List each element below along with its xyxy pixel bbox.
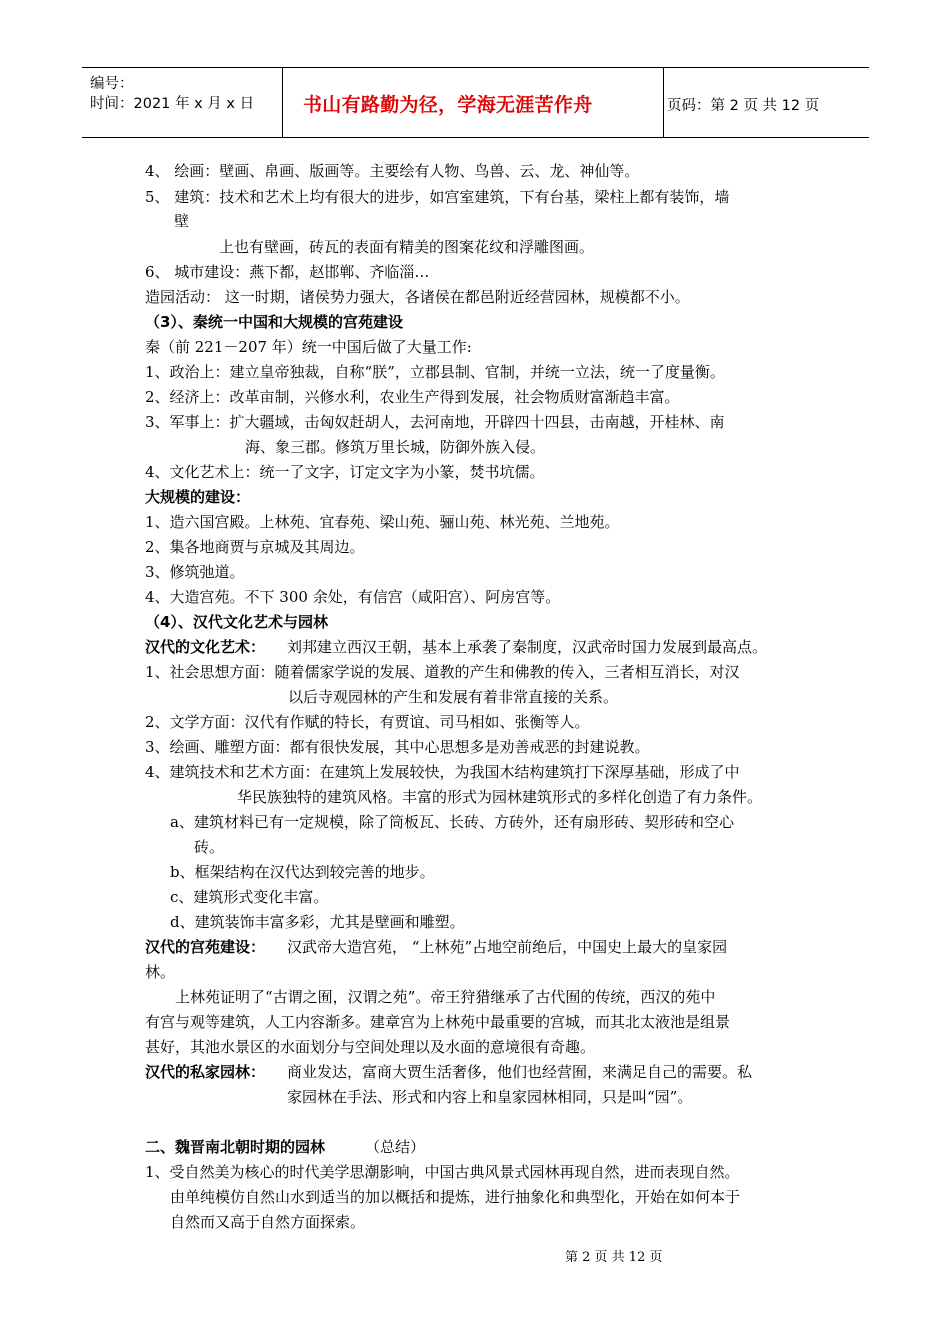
text-line: d、建筑装饰丰富多彩，尤其是壁画和雕塑。 (170, 913, 465, 931)
text-line: 砖。 (194, 838, 225, 856)
text-line: 3、军事上：扩大疆域，击匈奴赶胡人，去河南地，开辟四十四县，击南越，开桂林、南 (145, 413, 725, 431)
text-line: （总结） (365, 1138, 426, 1156)
text-line: 5、 建筑：技术和艺术上均有很大的进步，如宫室建筑，下有台基，梁柱上都有装饰，墙 (145, 188, 730, 206)
page-footer: 第 2 页 共 12 页 (565, 1250, 663, 1265)
text-line: 2、集各地商贾与京城及其周边。 (145, 538, 365, 556)
header-meta-cell (82, 68, 283, 137)
text-line: 3、修筑弛道。 (145, 563, 245, 581)
text-line: 甚好，其池水景区的水面划分与空间处理以及水面的意境很有奇趣。 (145, 1038, 596, 1056)
text-line: 1、社会思想方面：随着儒家学说的发展、道教的产生和佛教的传入，三者相互消长，对汉 (145, 663, 740, 681)
text-line: 2、文学方面：汉代有作赋的特长，有贾谊、司马相如、张衡等人。 (145, 713, 590, 731)
text-line: 刘邦建立西汉王朝，基本上承袭了秦制度，汉武帝时国力发展到最高点。 (287, 638, 768, 656)
text-line: 1、受自然美为核心的时代美学思潮影响，中国古典风景式园林再现自然，进而表现自然。 (145, 1163, 740, 1181)
time-label: 时间：2021 年 x 月 x 日 (90, 96, 255, 112)
section-heading: 大规模的建设： (145, 488, 251, 506)
text-line: 自然而又高于自然方面探索。 (170, 1213, 366, 1231)
text-line: 1、政治上：建立皇帝独裁，自称“朕”，立郡县制、官制，并统一立法，统一了度量衡。 (145, 363, 725, 381)
inline-heading: 汉代的文化艺术： (145, 638, 266, 656)
section-heading: 二、魏晋南北朝时期的园林 (145, 1138, 326, 1156)
text-line: 海、象三郡。修筑万里长城，防御外族入侵。 (245, 438, 546, 456)
text-line: 4、建筑技术和艺术方面：在建筑上发展较快，为我国木结构建筑打下深厚基础，形成了中 (145, 763, 740, 781)
text-line: 汉武帝大造宫苑， “上林苑”占地空前绝后，中国史上最大的皇家园 (287, 938, 728, 956)
text-line: c、建筑形式变化丰富。 (170, 888, 329, 906)
text-line: 4、 绘画：壁画、帛画、版画等。主要绘有人物、鸟兽、云、龙、神仙等。 (145, 162, 640, 180)
text-line: b、框架结构在汉代达到较完善的地步。 (170, 863, 435, 881)
text-line: 6、 城市建设：燕下都，赵邯郸、齐临淄… (145, 263, 430, 281)
text-line: 商业发达，富商大贾生活奢侈，他们也经营囿，来满足自己的需要。私 (287, 1063, 753, 1081)
text-line: 有宫与观等建筑，人工内容渐多。建章宫为上林苑中最重要的宫城，而其北太液池是组景 (145, 1013, 731, 1031)
section-heading: （3）、秦统一中国和大规模的宫苑建设 (145, 313, 403, 331)
text-line: 由单纯模仿自然山水到适当的加以概括和提炼，进行抽象化和典型化，开始在如何本于 (170, 1188, 741, 1206)
text-line: 秦（前 221－207 年）统一中国后做了大量工作: (145, 338, 472, 356)
text-line: 壁 (174, 212, 190, 230)
header-page-cell (664, 68, 869, 137)
motto: 书山有路勤为径，学海无涯苦作舟 (303, 94, 593, 116)
text-line: 3、绘画、雕塑方面：都有很快发展，其中心思想多是劝善戒恶的封建说教。 (145, 738, 650, 756)
inline-heading: 汉代的私家园林： (145, 1063, 266, 1081)
text-line: 上也有壁画，砖瓦的表面有精美的图案花纹和浮雕图画。 (219, 238, 595, 256)
header-motto-cell (283, 68, 664, 137)
text-line: 上林苑证明了“古谓之囿，汉谓之苑”。帝王狩猎继承了古代囿的传统，西汉的苑中 (175, 988, 716, 1006)
text-line: a、建筑材料已有一定规模，除了筒板瓦、长砖、方砖外，还有扇形砖、契形砖和空心 (170, 813, 734, 831)
document-header (82, 67, 869, 138)
text-line: 2、经济上：改革亩制，兴修水利，农业生产得到发展，社会物质财富渐趋丰富。 (145, 388, 680, 406)
text-line: 4、大造宫苑。不下 300 余处，有信宫（咸阳宫）、阿房宫等。 (145, 588, 561, 606)
number-label: 编号： (90, 76, 134, 92)
text-line: 家园林在手法、形式和内容上和皇家园林相同，只是叫“园”。 (287, 1088, 693, 1106)
text-line: 造园活动： 这一时期，诸侯势力强大，各诸侯在都邑附近经营园林，规模都不小。 (145, 288, 690, 306)
section-heading: （4）、汉代文化艺术与园林 (145, 613, 328, 631)
page-label: 页码：第 2 页 共 12 页 (667, 98, 820, 114)
text-line: 华民族独特的建筑风格。丰富的形式为园林建筑形式的多样化创造了有力条件。 (237, 788, 763, 806)
text-line: 林。 (145, 963, 176, 981)
text-line: 以后寺观园林的产生和发展有着非常直接的关系。 (288, 688, 619, 706)
inline-heading: 汉代的宫苑建设： (145, 938, 266, 956)
text-line: 1、造六国宫殿。上林苑、宜春苑、梁山苑、骊山苑、林光苑、兰地苑。 (145, 513, 620, 531)
text-line: 4、文化艺术上：统一了文字，订定文字为小篆，焚书坑儒。 (145, 463, 545, 481)
